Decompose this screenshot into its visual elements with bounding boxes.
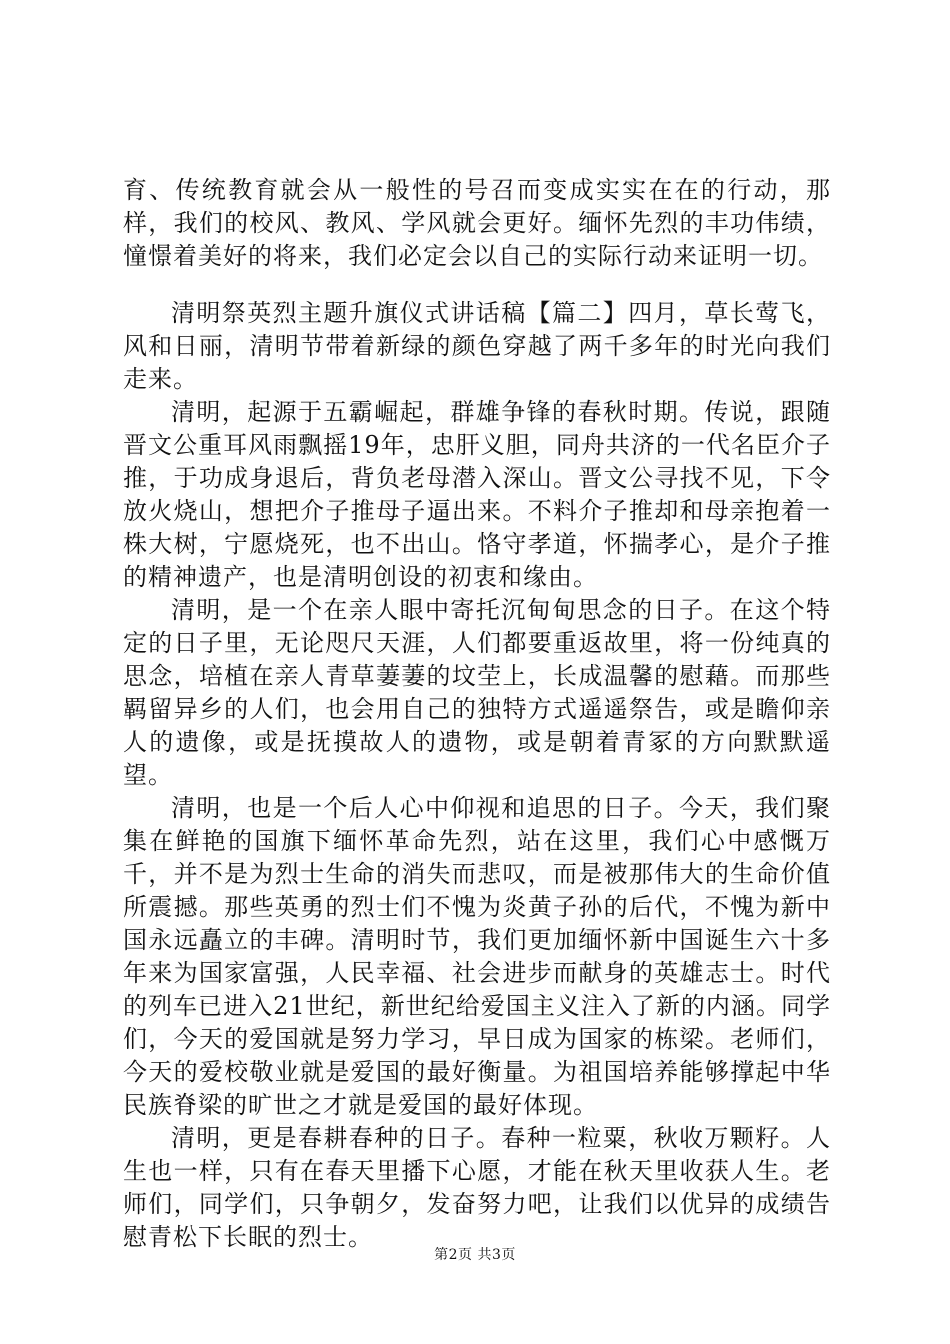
body-paragraph: 清明，是一个在亲人眼中寄托沉甸甸思念的日子。在这个特定的日子里，无论咫尺天涯，人们都要重返故里，将一份纯真的思念，培植在亲人青草萋萋的坟茔上，长成温馨的慰藉。而那些羁留异乡的人们，也会用自己的独特方式遥遥祭告，或是瞻仰亲人的遗像，或是抚摸故人的遗物，或是朝着青冢的方向默默遥望。 [123, 596, 831, 789]
body-paragraph: 清明，更是春耕春种的日子。春种一粒粟，秋收万颗籽。人生也一样，只有在春天里播下心愿，才能在秋天里收获人生。老师们，同学们，只争朝夕，发奋努力吧，让我们以优异的成绩告慰青松下长眠的烈士。 [123, 1124, 831, 1251]
body-paragraph: 清明，起源于五霸崛起，群雄争锋的春秋时期。传说，跟随晋文公重耳风雨飘摇19年，忠肝义胆，同舟共济的一代名臣介子推，于功成身退后，背负老母潜入深山。晋文公寻找不见，下令放火烧山，想把介子推母子逼出来。不料介子推却和母亲抱着一株大树，宁愿烧死，也不出山。恪守孝道，怀揣孝心，是介子推的精神遗产，也是清明创设的初衷和缘由。 [123, 398, 831, 591]
page-footer [0, 1244, 950, 1264]
speech-title-paragraph: 清明祭英烈主题升旗仪式讲话稿【篇二】四月，草长莺飞，风和日丽，清明节带着新绿的颜色穿越了两千多年的时光向我们走来。 [123, 299, 831, 393]
body-paragraph: 清明，也是一个后人心中仰视和追思的日子。今天，我们聚集在鲜艳的国旗下缅怀革命先烈，站在这里，我们心中感慨万千，并不是为烈士生命的消失而悲叹，而是被那伟大的生命价值所震撼。那些英勇的烈士们不愧为炎黄子孙的后代，不愧为新中国永远矗立的丰碑。清明时节，我们更加缅怀新中国诞生六十多年来为国家富强，人民幸福、社会进步而献身的英雄志士。时代的列车已进入21世纪，新世纪给爱国主义注入了新的内涵。同学们，今天的爱国就是努力学习，早日成为国家的栋梁。老师们，今天的爱校敬业就是爱国的最好衡量。为祖国培养能够撑起中华民族脊梁的旷世之才就是爱国的最好体现。 [123, 794, 831, 1119]
page-number-label: 第2页 共3页 [434, 1247, 516, 1263]
continued-paragraph: 育、传统教育就会从一般性的号召而变成实实在在的行动，那样，我们的校风、教风、学风就会更好。缅怀先烈的丰功伟绩，憧憬着美好的将来，我们必定会以自己的实际行动来证明一切。 [123, 176, 831, 270]
continued-text-block [123, 174, 831, 273]
body-text-block [123, 297, 831, 1254]
